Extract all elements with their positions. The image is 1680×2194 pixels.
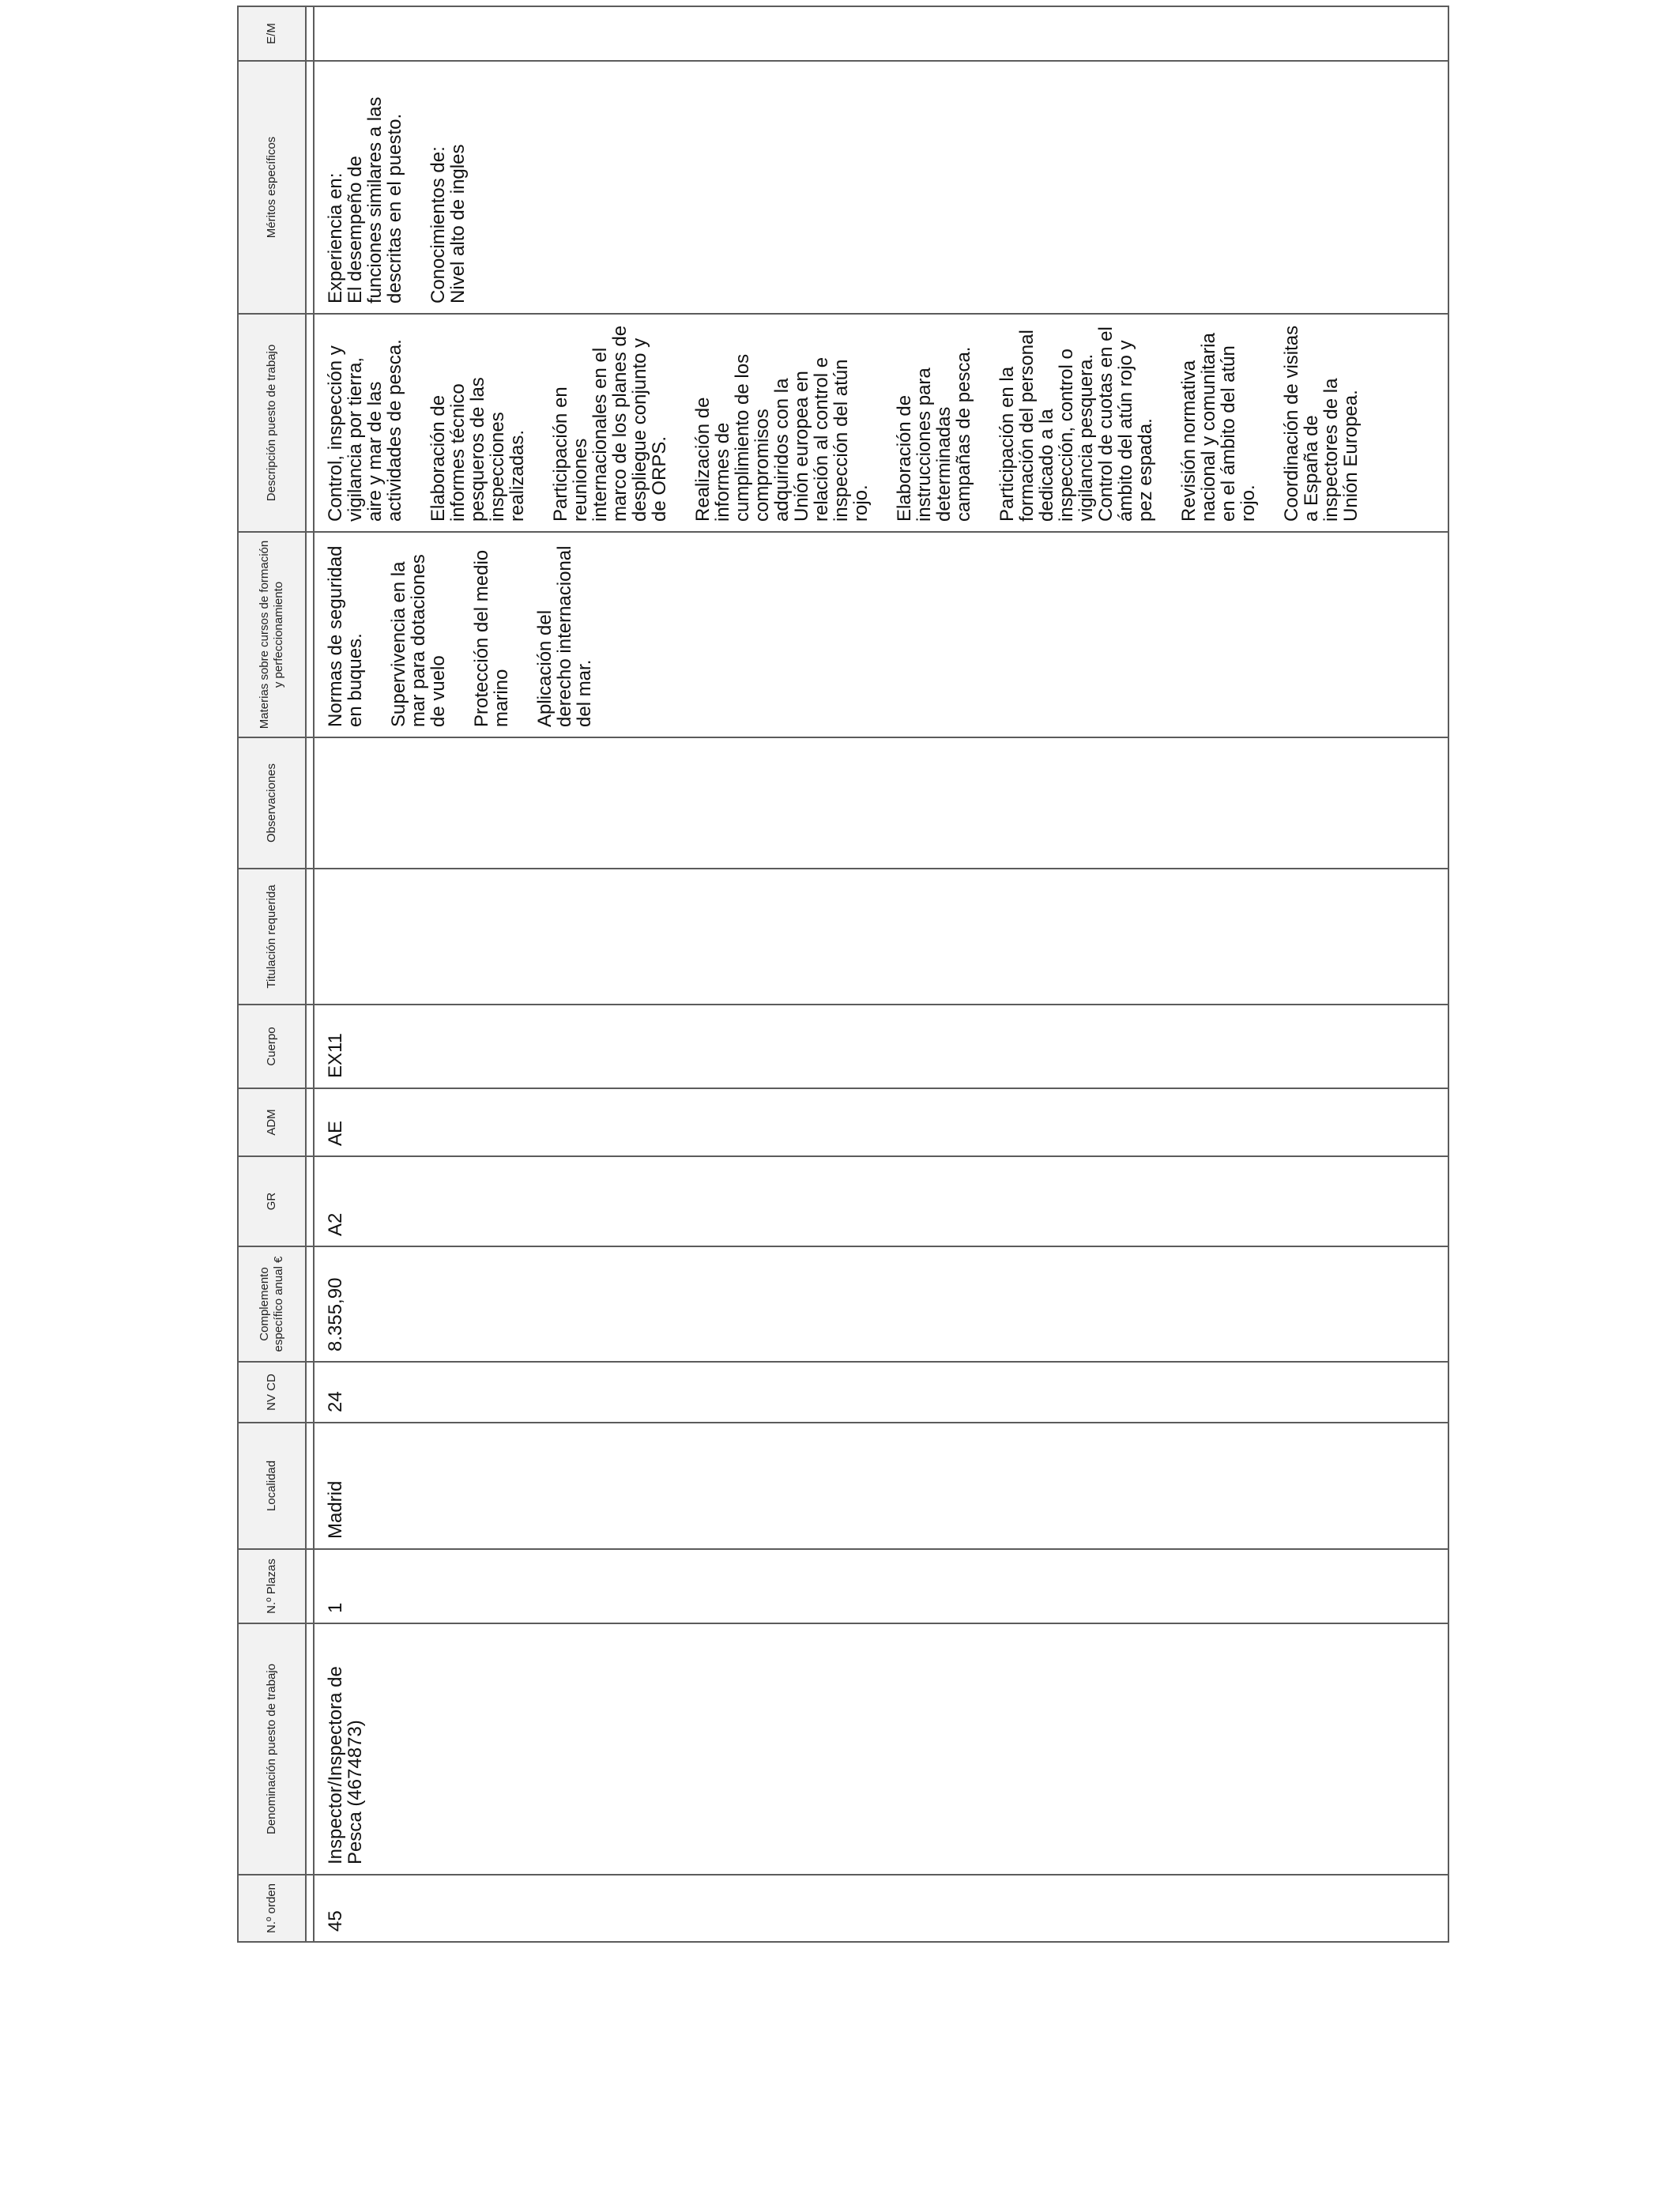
cell-em xyxy=(314,6,1448,61)
merito-experiencia: El desempeño de funciones similares a las descritas en el puesto. xyxy=(345,96,405,303)
cell-adm: AE xyxy=(314,1088,1448,1156)
descripcion-item: Participación en reuniones internacionales en el marco de los planes de despliegue conjunto y de ORPS. xyxy=(550,325,670,522)
descripcion-item: Participación en la formación del personal dedicado a la inspección, control o vigilancia pesquera. xyxy=(996,330,1097,522)
descripcion-item: Control, inspección y vigilancia por tierra, aire y mar de las actividades de pesca. xyxy=(325,339,405,522)
cell-titulacion xyxy=(314,869,1448,1005)
table-row xyxy=(314,6,1448,1942)
header-titulacion: Titulación requerida xyxy=(238,869,306,1005)
materia-item: Supervivencia en la mar para dotaciones de vuelo xyxy=(388,554,449,727)
descripcion-item: Elaboración de instrucciones para determinadas campañas de pesca. xyxy=(894,346,974,522)
descripcion-item: Control de cuotas en el ámbito del atún rojo y pez espada. xyxy=(1095,326,1156,522)
header-adm: ADM xyxy=(238,1088,306,1156)
header-cuerpo: Cuerpo xyxy=(238,1005,306,1088)
descripcion-item: Realización de informes de cumplimiento de los compromisos adquiridos con la Unión europea en relación al control e inspección del atún rojo. xyxy=(692,353,872,522)
cell-descripcion xyxy=(314,314,1448,532)
cell-orden: 45 xyxy=(314,1875,1448,1942)
header-observaciones: Observaciones xyxy=(238,737,306,869)
cell-nivel: 24 xyxy=(314,1362,1448,1423)
cell-complemento: 8.355,90 xyxy=(314,1246,1448,1362)
cell-denominacion: Inspector/Inspectora de Pesca (4674873) xyxy=(314,1623,1448,1875)
header-plazas: N.º Plazas xyxy=(238,1549,306,1623)
descripcion-item: Elaboración de informes técnico pesqueros de las inspecciones realizadas. xyxy=(428,377,528,522)
header-em: E/M xyxy=(238,6,306,61)
header-meritos: Méritos específicos xyxy=(238,61,306,314)
header-materias: Materias sobre cursos de formación y perfeccionamiento xyxy=(238,532,306,737)
header-nivel: NV CD xyxy=(238,1362,306,1423)
cell-plazas: 1 xyxy=(314,1549,1448,1623)
header-localidad: Localidad xyxy=(238,1423,306,1549)
header-grupo: GR xyxy=(238,1156,306,1246)
descripcion-item: Coordinación de visitas a España de inspectores de la Unión Europea. xyxy=(1281,325,1362,522)
header-denominacion: Denominación puesto de trabajo xyxy=(238,1623,306,1875)
header-orden: N.º orden xyxy=(238,1875,306,1942)
spacer-row xyxy=(306,6,314,1942)
merito-conocimientos: Nivel alto de ingles xyxy=(447,144,469,303)
materia-item: Normas de seguridad en buques. xyxy=(325,545,366,727)
materia-item: Aplicación del derecho internacional del mar. xyxy=(534,545,595,727)
cell-materias xyxy=(314,532,1448,737)
header-complemento: Complemento específico anual € xyxy=(238,1246,306,1362)
header-descripcion: Descripción puesto de trabajo xyxy=(238,314,306,532)
cell-meritos xyxy=(314,61,1448,314)
cell-cuerpo: EX11 xyxy=(314,1005,1448,1088)
header-row xyxy=(238,6,306,1942)
cell-grupo: A2 xyxy=(314,1156,1448,1246)
cell-localidad: Madrid xyxy=(314,1423,1448,1549)
vacancy-table xyxy=(237,6,1449,1943)
merito-experiencia-title: Experiencia en: xyxy=(325,172,346,303)
descripcion-item: Revisión normativa nacional y comunitaria en el ámbito del atún rojo. xyxy=(1178,333,1259,522)
cell-observaciones xyxy=(314,737,1448,869)
materia-item: Protección del medio marino xyxy=(471,549,512,727)
vacancy-table-sheet xyxy=(237,7,1449,1943)
merito-conocimientos-title: Conocimientos de: xyxy=(428,146,449,303)
